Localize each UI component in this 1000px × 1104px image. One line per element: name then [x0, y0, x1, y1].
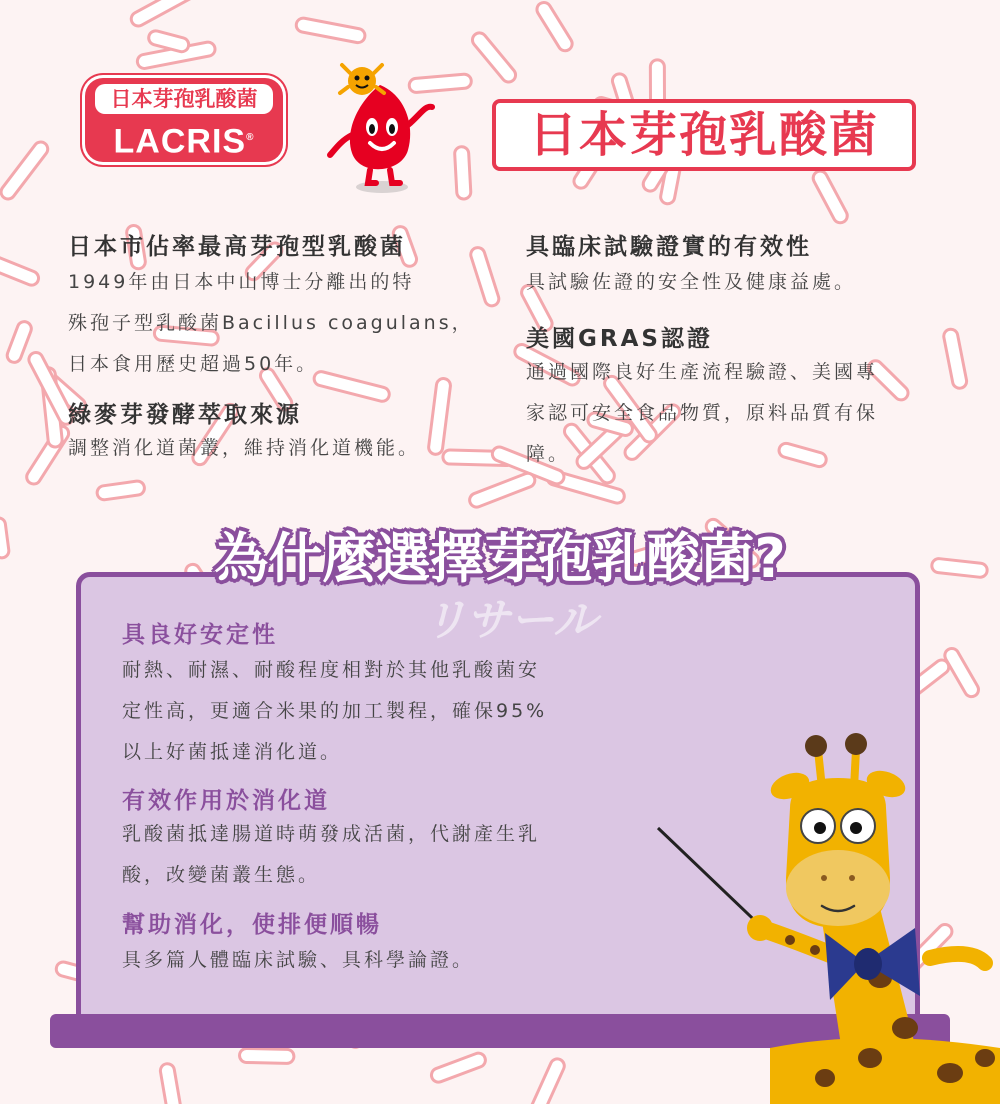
text-line: 定性高，更適合米果的加工製程，確保95% — [122, 700, 548, 722]
text-line: 耐熱、耐濕、耐酸程度相對於其他乳酸菌安 — [122, 659, 541, 681]
text-line: 具試驗佐證的安全性及健康益處。 — [526, 271, 857, 293]
left-body-1 — [68, 262, 488, 385]
text-line: 通過國際良好生產流程驗證、美國專 — [526, 361, 879, 383]
bacillus-shape — [811, 169, 850, 226]
logo-name: LACRIS — [113, 122, 247, 161]
bacillus-shape — [159, 1063, 181, 1104]
registered-mark: ® — [246, 132, 255, 143]
board-body-3 — [122, 940, 662, 981]
bacillus-shape — [468, 471, 537, 509]
text-line: 以上好菌抵達消化道。 — [122, 741, 343, 763]
text-line: 乳酸菌抵達腸道時萌發成活菌，代謝產生乳 — [122, 823, 541, 845]
bacillus-shape — [0, 517, 10, 559]
bacillus-shape — [0, 254, 41, 287]
board-title: 為什麼選擇芽孢乳酸菌? — [214, 527, 786, 590]
bacillus-shape — [239, 1048, 294, 1063]
right-heading-1: 具臨床試驗證實的有效性 — [526, 234, 812, 260]
bacillus-shape — [0, 139, 51, 202]
bacillus-shape — [931, 558, 988, 578]
text-line: 具多篇人體臨床試驗、具科學論證。 — [122, 949, 475, 971]
text-line: 障。 — [526, 443, 571, 465]
logo-wordmark — [85, 118, 283, 161]
watermark-logo: リサール — [422, 595, 598, 646]
text-line: 調整消化道菌叢，維持消化道機能。 — [68, 437, 421, 459]
logo-subtitle: 日本芽孢乳酸菌 — [95, 84, 273, 114]
left-heading-1: 日本市佔率最高芽孢型乳酸菌 — [68, 234, 406, 260]
bacteria-mascot-icon — [320, 55, 450, 200]
right-heading-2: 美國GRAS認證 — [526, 326, 713, 352]
bacillus-shape — [454, 146, 471, 199]
text-line: 1949年由日本中山博士分離出的特 — [68, 271, 415, 293]
left-heading-2: 綠麥芽發酵萃取來源 — [68, 402, 302, 428]
brand-logo — [85, 78, 283, 162]
bacillus-shape — [524, 1057, 567, 1104]
bacillus-shape — [295, 17, 366, 44]
bacillus-shape — [534, 0, 574, 53]
bacillus-shape — [147, 29, 190, 53]
main-title: 日本芽孢乳酸菌 — [492, 99, 916, 171]
board-heading-1: 具良好安定性 — [122, 622, 278, 648]
bacillus-shape — [129, 0, 206, 28]
bacillus-shape — [470, 30, 519, 85]
text-line: 日本食用歷史超過50年。 — [68, 353, 319, 375]
giraffe-teacher-icon — [730, 728, 1000, 1104]
board-body-2 — [122, 814, 662, 896]
board-body-1 — [122, 650, 662, 773]
bacillus-shape — [96, 480, 145, 500]
text-line: 殊孢子型乳酸菌Bacillus coagulans， — [68, 312, 474, 334]
right-body-2 — [526, 352, 956, 475]
right-body-1 — [526, 262, 956, 303]
text-line: 家認可安全食品物質，原料品質有保 — [526, 402, 879, 424]
left-body-2 — [68, 428, 488, 469]
text-line: 酸，改變菌叢生態。 — [122, 864, 321, 886]
board-heading-2: 有效作用於消化道 — [122, 788, 330, 814]
bacillus-shape — [429, 1051, 487, 1084]
board-heading-3: 幫助消化，使排便順暢 — [122, 912, 382, 938]
